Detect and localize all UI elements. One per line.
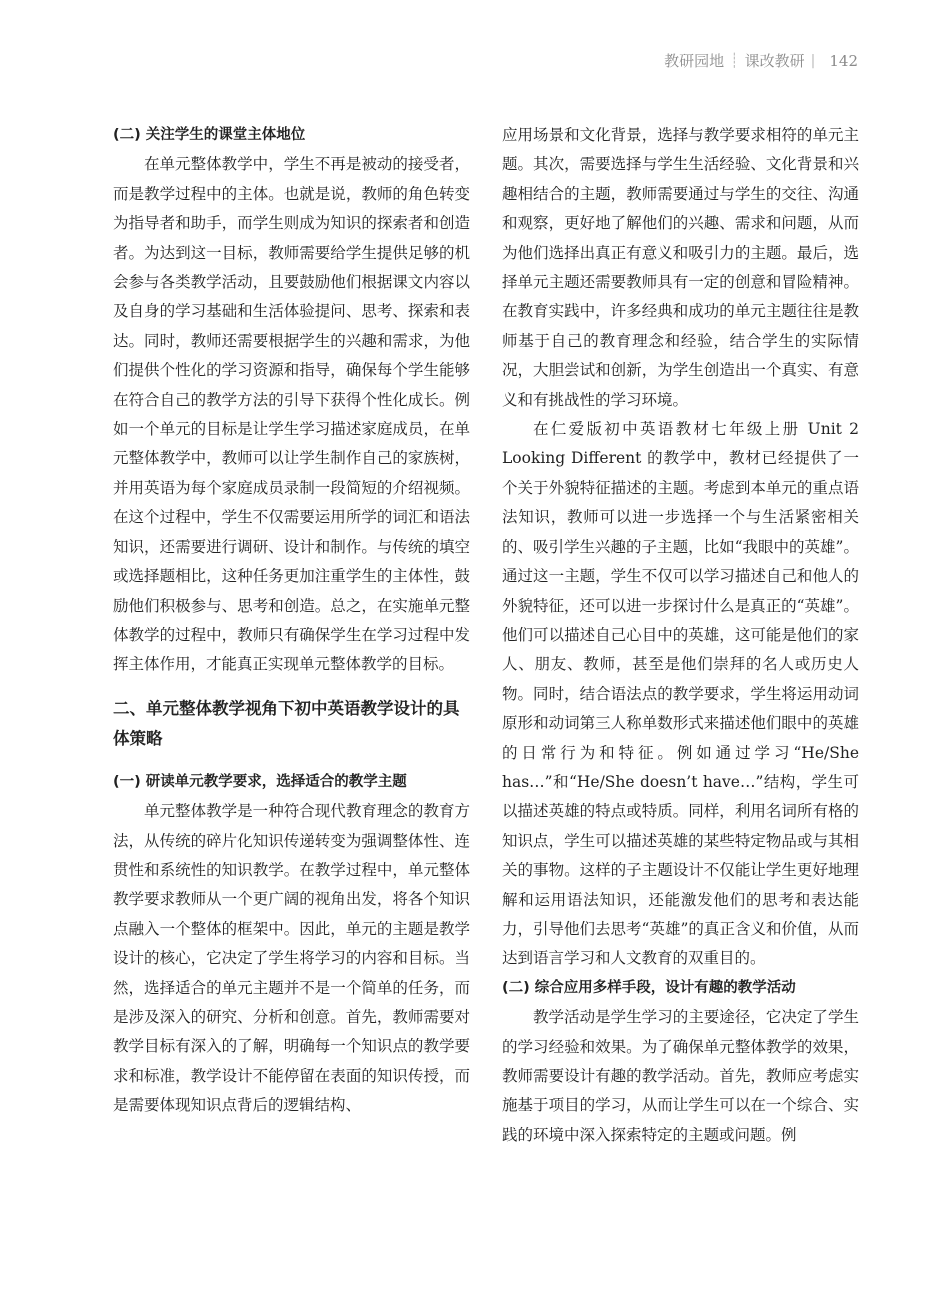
paragraph-student-subject: 在单元整体教学中，学生不再是被动的接受者，而是教学过程中的主体。也就是说，教师的角色转变为指导者和助手，而学生则成为知识的探索者和创造者。为达到这一目标，教师需要给学生提供足够的机会参与各类教学活动，且要鼓励他们根据课文内容以及自身的学习基础和生活体验提问、思考、探索和表达。同时，教师还需要根据学生的兴趣和需求，为他们提供个性化的学习资源和指导，确保每个学生能够在符合自己的教学方法的引导下获得个性化成长。例如一个单元的目标是让学生学习描述家庭成员，在单元整体教学中，教师可以让学生制作自己的家族树，并用英语为每个家庭成员录制一段简短的介绍视频。在这个过程中，学生不仅需要运用所学的词汇和语法知识，还需要进行调研、设计和制作。与传统的填空或选择题相比，这种任务更加注重学生的主体性，鼓励他们积极参与、思考和创造。总之，在实施单元整体教学的过程中，教师只有确保学生在学习过程中发挥主体作用，才能真正实现单元整体教学的目标。 xyxy=(113,155,470,674)
running-header xyxy=(664,50,858,71)
column-name: 课改教研 xyxy=(744,52,805,70)
journal-name: 教研园地 xyxy=(664,52,725,70)
right-column xyxy=(502,121,859,1150)
paragraph-unit-theme: 单元整体教学是一种符合现代教育理念的教育方法，从传统的碎片化知识传递转变为强调整体性、连贯性和系统性的知识教学。在教学过程中，单元整体教学要求教师从一个更广阔的视角出发，将各个知识点融入一个整体的框架中。因此，单元的主题是教学设计的核心，它决定了学生将学习的内容和目标。当然，选择适合的单元主题并不是一个简单的任务，而是涉及深入的研究、分析和创意。首先，教师需要对教学目标有深入的了解，明确每一个知识点的教学要求和标准，教学设计不能停留在表面的知识传授，而是需要体现知识点背后的逻辑结构、 xyxy=(113,802,470,1115)
subsection-heading-activities: (二) 综合应用多样手段，设计有趣的教学活动 xyxy=(502,979,796,996)
subsection-heading-focus-students: (二) 关注学生的课堂主体地位 xyxy=(113,127,306,143)
page-number: 142 xyxy=(829,51,858,70)
left-column xyxy=(113,121,470,1121)
paragraph-teaching-activities: 教学活动是学生学习的主要途径，它决定了学生的学习经验和效果。为了确保单元整体教学的效果，教师需要设计有趣的教学活动。首先，教师应考虑实施基于项目的学习，从而让学生可以在一个综合、实践的环境中深入探索特定的主题或问题。例 xyxy=(502,1008,859,1144)
subsection-heading-choose-theme: (一) 研读单元教学要求，选择适合的教学主题 xyxy=(113,773,407,790)
paragraph-unit2-example: 在仁爱版初中英语教材七年级上册 Unit 2 Looking Different 的教学中，教材已经提供了一个关于外貌特征描述的主题。考虑到本单元的重点语法知识，教师可以进一步选择一个与生活紧密相关的、吸引学生兴趣的子主题，比如“我眼中的英雄”。通过这一主题，学生不仅可以学习描述自己和他人的外貌特征，还可以进一步探讨什么是真正的“英雄”。他们可以描述自己心目中的英雄，这可能是他们的家人、朋友、教师，甚至是他们崇拜的名人或历史人物。同时，结合语法点的教学要求，学生将运用动词原形和动词第三人称单数形式来描述他们眼中的英雄的日常行为和特征。例如通过学习“He/She has…”和“He/She doesn’t have…”结构，学生可以描述英雄的特点或特质。同样，利用名词所有格的知识点，学生可以描述英雄的某些特定物品或与其相关的事物。这样的子主题设计不仅能让学生更好地理解和运用语法知识，还能激发他们的思考和表达能力，引导他们去思考“英雄”的真正含义和价值，从而达到语言学习和人文教育的双重目的。 xyxy=(502,420,859,968)
paragraph-theme-continued: 应用场景和文化背景，选择与教学要求相符的单元主题。其次，需要选择与学生生活经验、文化背景和兴趣相结合的主题，教师需要通过与学生的交往、沟通和观察，更好地了解他们的兴趣、需求和问题，从而为他们选择出真正有意义和吸引力的主题。最后，选择单元主题还需要教师具有一定的创意和冒险精神。在教育实践中，许多经典和成功的单元主题往往是教师基于自己的教育理念和经验，结合学生的实际情况，大胆尝试和创新，为学生创造出一个真实、有意义和有挑战性的学习环境。 xyxy=(502,126,859,409)
header-divider: ┊ xyxy=(730,52,739,69)
header-divider-2: | xyxy=(810,52,816,69)
section-heading-strategies: 二、单元整体教学视角下初中英语教学设计的具体策略 xyxy=(113,698,460,748)
